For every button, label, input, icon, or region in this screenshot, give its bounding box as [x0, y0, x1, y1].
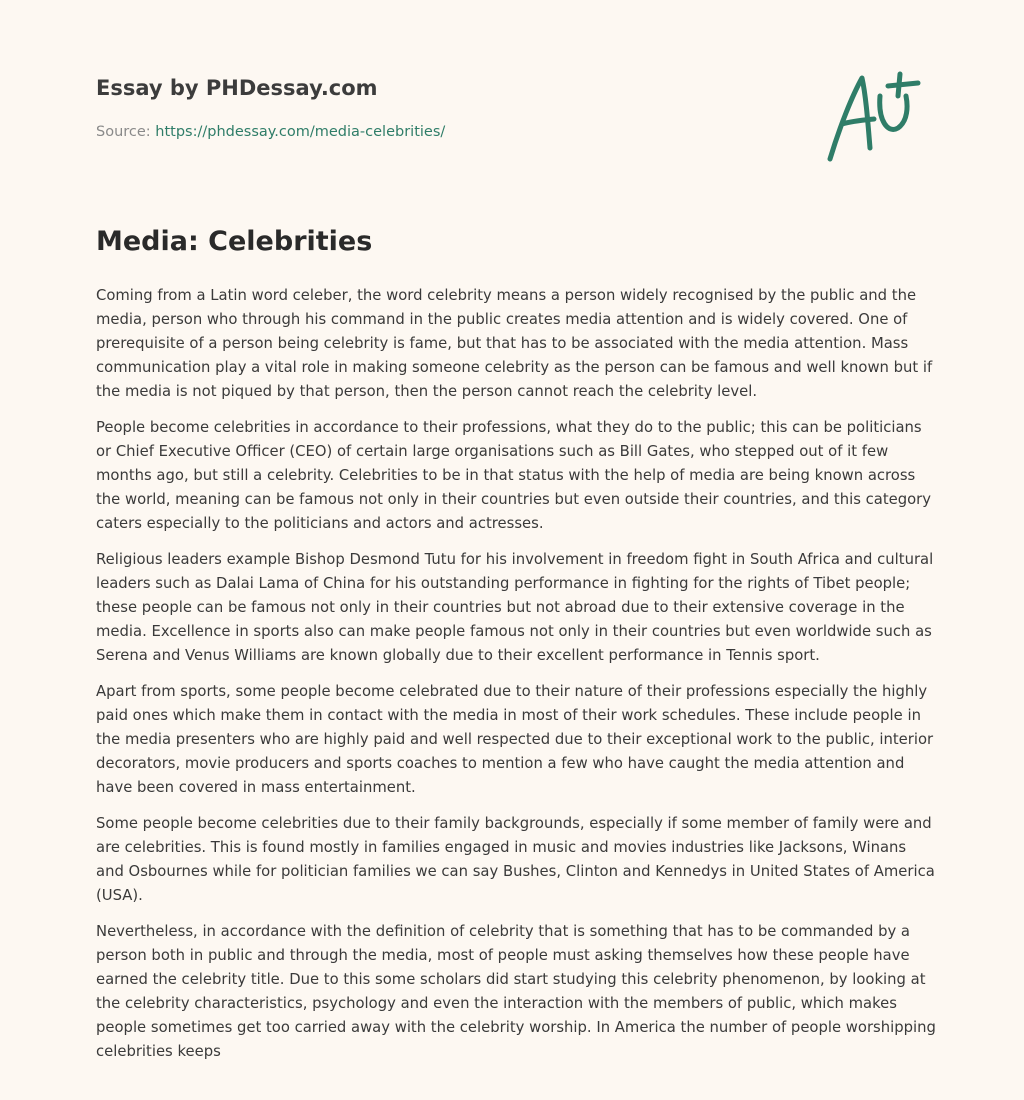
essay-paragraph: Apart from sports, some people become celebrated due to their nature of their professions especially the highly paid ones which make them in contact with the media in most of their work schedules. These include people in the media presenters who are highly paid and well respected due to their exceptional work to the public, interior decorators, movie producers and sports coaches to mention a few who have caught the media attention and have been covered in mass entertainment. [96, 683, 934, 796]
essay-paragraph: Religious leaders example Bishop Desmond Tutu for his involvement in freedom fight in South Africa and cultural leaders such as Dalai Lama of China for his outstanding performance in fighting for the rights of Tibet people; these people can be famous not only in their countries but not abroad due to their extensive coverage in the media. Excellence in sports also can make people famous not only in their countries but even worldwide such as Serena and Venus Williams are known globally due to their excellent performance in Tennis sport. [96, 551, 934, 664]
essay-paragraph: Coming from a Latin word celeber, the word celebrity means a person widely recognised by the public and the media, person who through his command in the public creates media attention and is widely covered. One of prerequisite of a person being celebrity is fame, but that has to be associated with the media attention. Mass communication play a vital role in making someone celebrity as the person can be famous and well known but if the media is not piqued by that person, then the person cannot reach the celebrity level. [96, 287, 933, 400]
essay-paragraph: People become celebrities in accordance to their professions, what they do to the public; this can be politicians or Chief Executive Officer (CEO) of certain large organisations such as Bill Gates, who stepped out of it few months ago, but still a celebrity. Celebrities to be in that status with the help of media are being known across the world, meaning can be famous not only in their countries but even outside their countries, and this category caters especially to the politicians and actors and actresses. [96, 419, 932, 532]
essay-title: Media: Celebrities [96, 226, 373, 257]
essay-body [96, 284, 936, 1076]
site-brand: Essay by PHDessay.com [96, 76, 378, 100]
a-plus-logo-icon [822, 66, 928, 166]
source-label: Source: [96, 124, 156, 140]
essay-paragraph: Nevertheless, in accordance with the definition of celebrity that is something that has to be commanded by a person both in public and through the media, most of people must asking themselves how these people have earned the celebrity title. Due to this some scholars did start studying this celebrity phenomenon, by looking at the celebrity characteristics, psychology and even the interaction with the members of public, which makes people sometimes get too carried away with the celebrity worship. In America the number of people worshipping celebrities keeps [96, 923, 936, 1060]
source-line [96, 124, 445, 140]
source-link[interactable]: https://phdessay.com/media-celebrities/ [155, 124, 446, 140]
essay-paragraph: Some people become celebrities due to their family backgrounds, especially if some member of family were and are celebrities. This is found mostly in families engaged in music and movies industries like Jacksons, Winans and Osbournes while for politician families we can say Bushes, Clinton and Kennedys in United States of America (USA). [96, 815, 935, 904]
